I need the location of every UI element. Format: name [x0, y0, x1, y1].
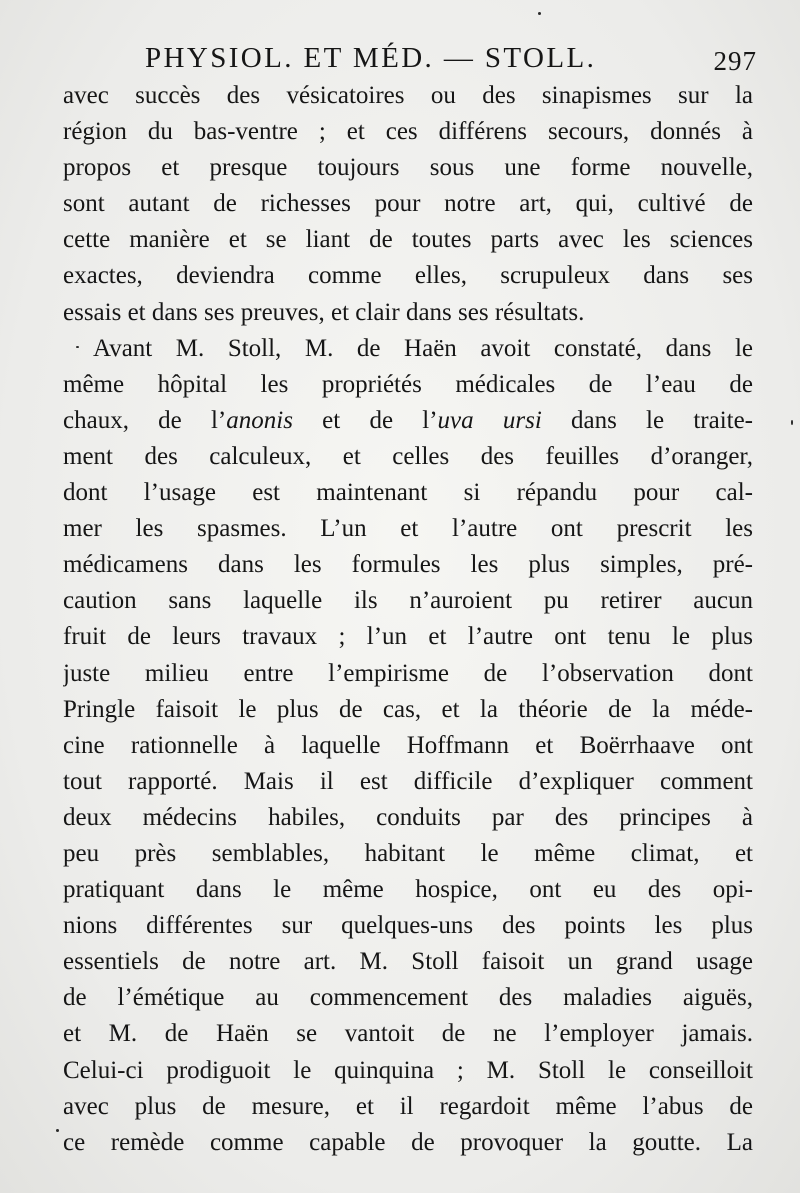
text-line: nions différentes sur quelques-uns des points les plus: [63, 912, 753, 940]
text-line-with-italics: [63, 403, 753, 439]
text-line: peu près semblables, habitant le même climat, et: [63, 839, 753, 867]
text-line: pratiquant dans le même hospice, ont eu des opi-: [63, 876, 753, 904]
ink-speck: [538, 12, 541, 15]
page-number: 297: [713, 46, 757, 76]
text-line: avec succès des vésicatoires ou des sinapismes sur la: [63, 82, 753, 109]
text-line: médicamens dans les formules les plus simples, pré-: [63, 551, 753, 579]
page-header: [145, 42, 757, 82]
text-line: cine rationnelle à laquelle Hoffmann et Boërrhaave ont: [63, 731, 753, 759]
text-line: tout rapporté. Mais il est difficile d’expliquer comment: [63, 767, 753, 795]
text-line: propos et presque toujours sous une forme nouvelle,: [63, 154, 753, 182]
italic-term-anonis: anonis: [226, 406, 293, 434]
text-line: ce remède comme capable de provoquer la goutte. La: [63, 1128, 753, 1156]
line-segment: et de l’: [292, 406, 438, 434]
text-line: deux médecins habiles, conduits par des principes à: [63, 803, 753, 831]
running-head: PHYSIOL. ET MÉD. — STOLL.: [145, 42, 597, 74]
text-line: essentiels de notre art. M. Stoll faisoit un grand usage: [63, 948, 753, 976]
body-text: [63, 78, 753, 1161]
text-line: mer les spasmes. L’un et l’autre ont prescrit les: [63, 515, 753, 543]
text-line: Celui-ci prodiguoit le quinquina ; M. Stoll le conseilloit: [63, 1056, 753, 1084]
text-line: et M. de Haën se vantoit de ne l’employer jamais.: [63, 1020, 753, 1048]
text-line: avec plus de mesure, et il regardoit même l’abus de: [63, 1092, 753, 1120]
text-line: de l’émétique au commencement des maladies aiguës,: [63, 984, 753, 1012]
text-line: cette manière et se liant de toutes parts avec les sciences: [63, 226, 753, 254]
text-line: caution sans laquelle ils n’auroient pu retirer aucun: [63, 587, 753, 615]
text-line: région du bas-ventre ; et ces différens secours, donnés à: [63, 118, 753, 146]
ink-speck: [76, 346, 79, 348]
text-line: fruit de leurs travaux ; l’un et l’autre ont tenu le plus: [63, 623, 753, 651]
line-segment: chaux, de l’: [63, 406, 227, 434]
line-segment: dans le traite-: [541, 406, 753, 434]
ink-speck: [791, 420, 793, 425]
text-line: même hôpital les propriétés médicales de l’eau de: [63, 370, 753, 398]
text-line: dont l’usage est maintenant si répandu pour cal-: [63, 479, 753, 507]
text-line: ment des calculeux, et celles des feuilles d’oranger,: [63, 442, 753, 470]
ink-speck: [56, 1129, 59, 1132]
paragraph-start-line: Avant M. Stoll, M. de Haën avoit constaté, dans le: [93, 334, 753, 362]
text-line: sont autant de richesses pour notre art, qui, cultivé de: [63, 190, 753, 218]
text-line: Pringle faisoit le plus de cas, et la théorie de la méde-: [63, 695, 753, 723]
italic-term-uva-ursi: uva ursi: [437, 406, 542, 434]
text-line: juste milieu entre l’empirisme de l’observation dont: [63, 659, 753, 687]
text-line: exactes, deviendra comme elles, scrupuleux dans ses: [63, 262, 753, 290]
paragraph-end-line: essais et dans ses preuves, et clair dans ses résultats.: [63, 298, 585, 326]
